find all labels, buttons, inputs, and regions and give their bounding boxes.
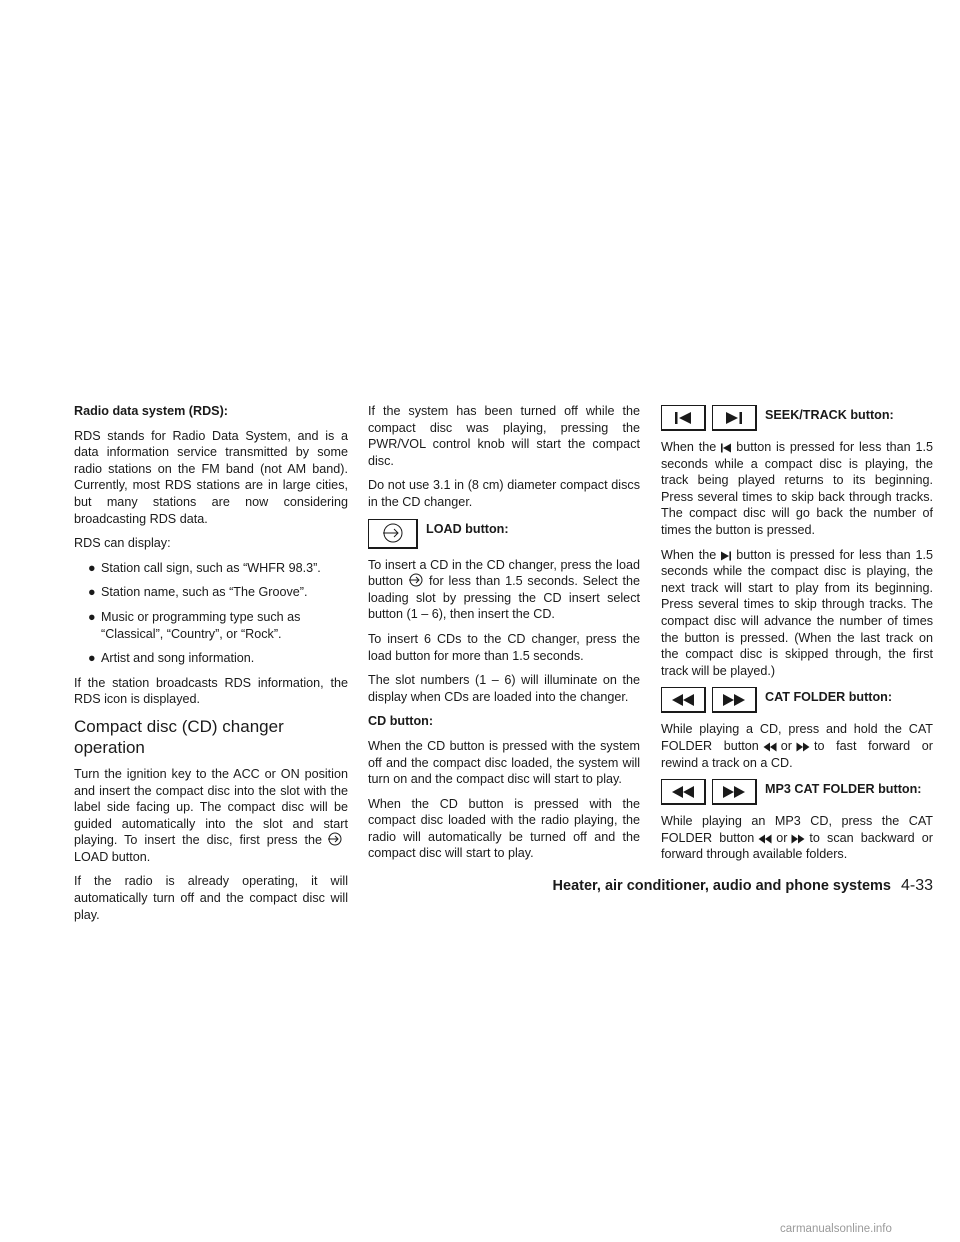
fast-forward-icon — [796, 742, 810, 752]
column-2 — [368, 403, 640, 870]
next-track-button-illustration — [712, 405, 757, 431]
load-button-row — [368, 519, 640, 549]
pwr-vol-paragraph: If the system has been turned off while the compact disc was playing, pressing the PWR/VOL control knob will start the compact disc. — [368, 404, 640, 468]
cd-button-system-off: When the CD button is pressed with the system off and the compact disc loaded, the system will turn on and the compact disc will start to play. — [368, 738, 640, 787]
load-icon — [326, 832, 344, 846]
cat-folder-button-row — [661, 687, 933, 713]
rds-heading: Radio data system (RDS): — [74, 404, 228, 418]
rewind-icon — [758, 834, 772, 844]
seek-back-paragraph: When the button is pressed for less than 1.5 seconds while a compact disc is playing, the track being played returns to its beginning. Press several times to skip back through tracks. The compact disc will go back the number of times the button is pressed. — [661, 440, 933, 537]
load-six-cds: To insert 6 CDs to the CD changer, press the load button for more than 1.5 seconds. — [368, 631, 640, 663]
fast-forward-icon — [791, 834, 805, 844]
rewind-icon — [763, 742, 777, 752]
list-item: ● Station call sign, such as “WHFR 98.3”. — [88, 560, 321, 575]
list-item: ● Music or programming type such as “Classical”, “Country”, or “Rock”. — [88, 609, 301, 641]
cd-auto-play-paragraph: If the radio is already operating, it will automatically turn off and the compact disc will play. — [74, 874, 348, 922]
bullet-icon: ● — [88, 651, 96, 666]
disc-size-warning: Do not use 3.1 in (8 cm) diameter compact discs in the CD changer. — [368, 478, 640, 509]
fast-forward-button-illustration — [712, 779, 757, 805]
mp3-cat-folder-paragraph: While playing an MP3 CD, press the CAT FOLDER button or to scan backward or forward through available folders. — [661, 814, 933, 862]
mp3-cat-folder-button-row — [661, 779, 933, 805]
load-button-illustration — [368, 519, 418, 549]
page-footer — [526, 877, 933, 895]
seek-track-button-row — [661, 405, 933, 431]
rds-description: RDS stands for Radio Data System, and is a data information service transmitted by some radio stations on the FM band (not AM band). Currently, most RDS stations are in large cities, but many stations are now considering broadcasting RDS data. — [74, 428, 348, 526]
list-item: ● Artist and song information. — [88, 651, 255, 666]
rewind-icon — [670, 693, 696, 707]
fast-forward-icon — [721, 785, 747, 799]
rds-icon-note: If the station broadcasts RDS information, the RDS icon is displayed. — [74, 675, 348, 707]
watermark: carmanualsonline.info — [780, 1223, 892, 1235]
load-instructions: To insert a CD in the CD changer, press the load button for less than 1.5 seconds. Select the loading slot by pressing the CD insert select button (1 – 6), then insert the CD. — [368, 557, 640, 622]
mp3-cat-folder-label: MP3 CAT FOLDER button: — [765, 782, 922, 797]
load-button-label: LOAD button: — [426, 521, 509, 536]
rewind-button-illustration — [661, 779, 706, 805]
previous-track-button-illustration — [661, 405, 706, 431]
seek-track-label: SEEK/TRACK button: — [765, 408, 894, 422]
rds-display-intro: RDS can display: — [74, 536, 171, 551]
cd-button-heading: CD button: — [368, 714, 434, 729]
fast-forward-icon — [721, 693, 747, 707]
load-icon — [407, 573, 425, 587]
cat-folder-label: CAT FOLDER button: — [765, 690, 893, 705]
bullet-icon: ● — [88, 560, 96, 575]
bullet-icon: ● — [88, 609, 96, 624]
previous-track-icon — [720, 443, 732, 453]
rds-display-list — [74, 560, 348, 667]
rewind-icon — [670, 785, 696, 799]
rewind-button-illustration — [661, 687, 706, 713]
cd-insert-paragraph: Turn the ignition key to the ACC or ON position and insert the compact disc into the slot with the label side facing up. The compact disc will be guided automatically into the slot and start playing. To insert the disc, first press the LOAD button. — [74, 766, 348, 864]
fast-forward-button-illustration — [712, 687, 757, 713]
cd-button-radio-playing: When the CD button is pressed with the compact disc loaded with the radio playing, the radio will automatically be turned off and the compact disc will start to play. — [368, 796, 640, 861]
column-1 — [74, 403, 348, 931]
previous-track-icon — [672, 411, 694, 425]
next-track-icon — [720, 551, 732, 561]
column-3 — [661, 403, 933, 871]
cat-folder-paragraph: While playing a CD, press and hold the CAT FOLDER button or to fast forward or rewind a track on a CD. — [661, 722, 933, 770]
slot-numbers-note: The slot numbers (1 – 6) will illuminate on the display when CDs are loaded into the changer. — [368, 673, 640, 704]
list-item: ● Station name, such as “The Groove”. — [88, 585, 308, 600]
bullet-icon: ● — [88, 585, 96, 600]
load-icon — [380, 522, 406, 544]
cd-section-title: Compact disc (CD) changer operation — [74, 716, 284, 757]
seek-forward-paragraph: When the button is pressed for less than 1.5 seconds while the compact disc is playing, the next track will start to play from its beginning. Press several times to skip through tracks. The compact disc will advance the number of times the button is pressed. (When the last track on the compact disc is skipped through, the first track will be played.) — [661, 547, 933, 678]
page-number: 4-33 — [900, 877, 933, 894]
chapter-title: Heater, air conditioner, audio and phone systems — [552, 878, 891, 894]
next-track-icon — [723, 411, 745, 425]
